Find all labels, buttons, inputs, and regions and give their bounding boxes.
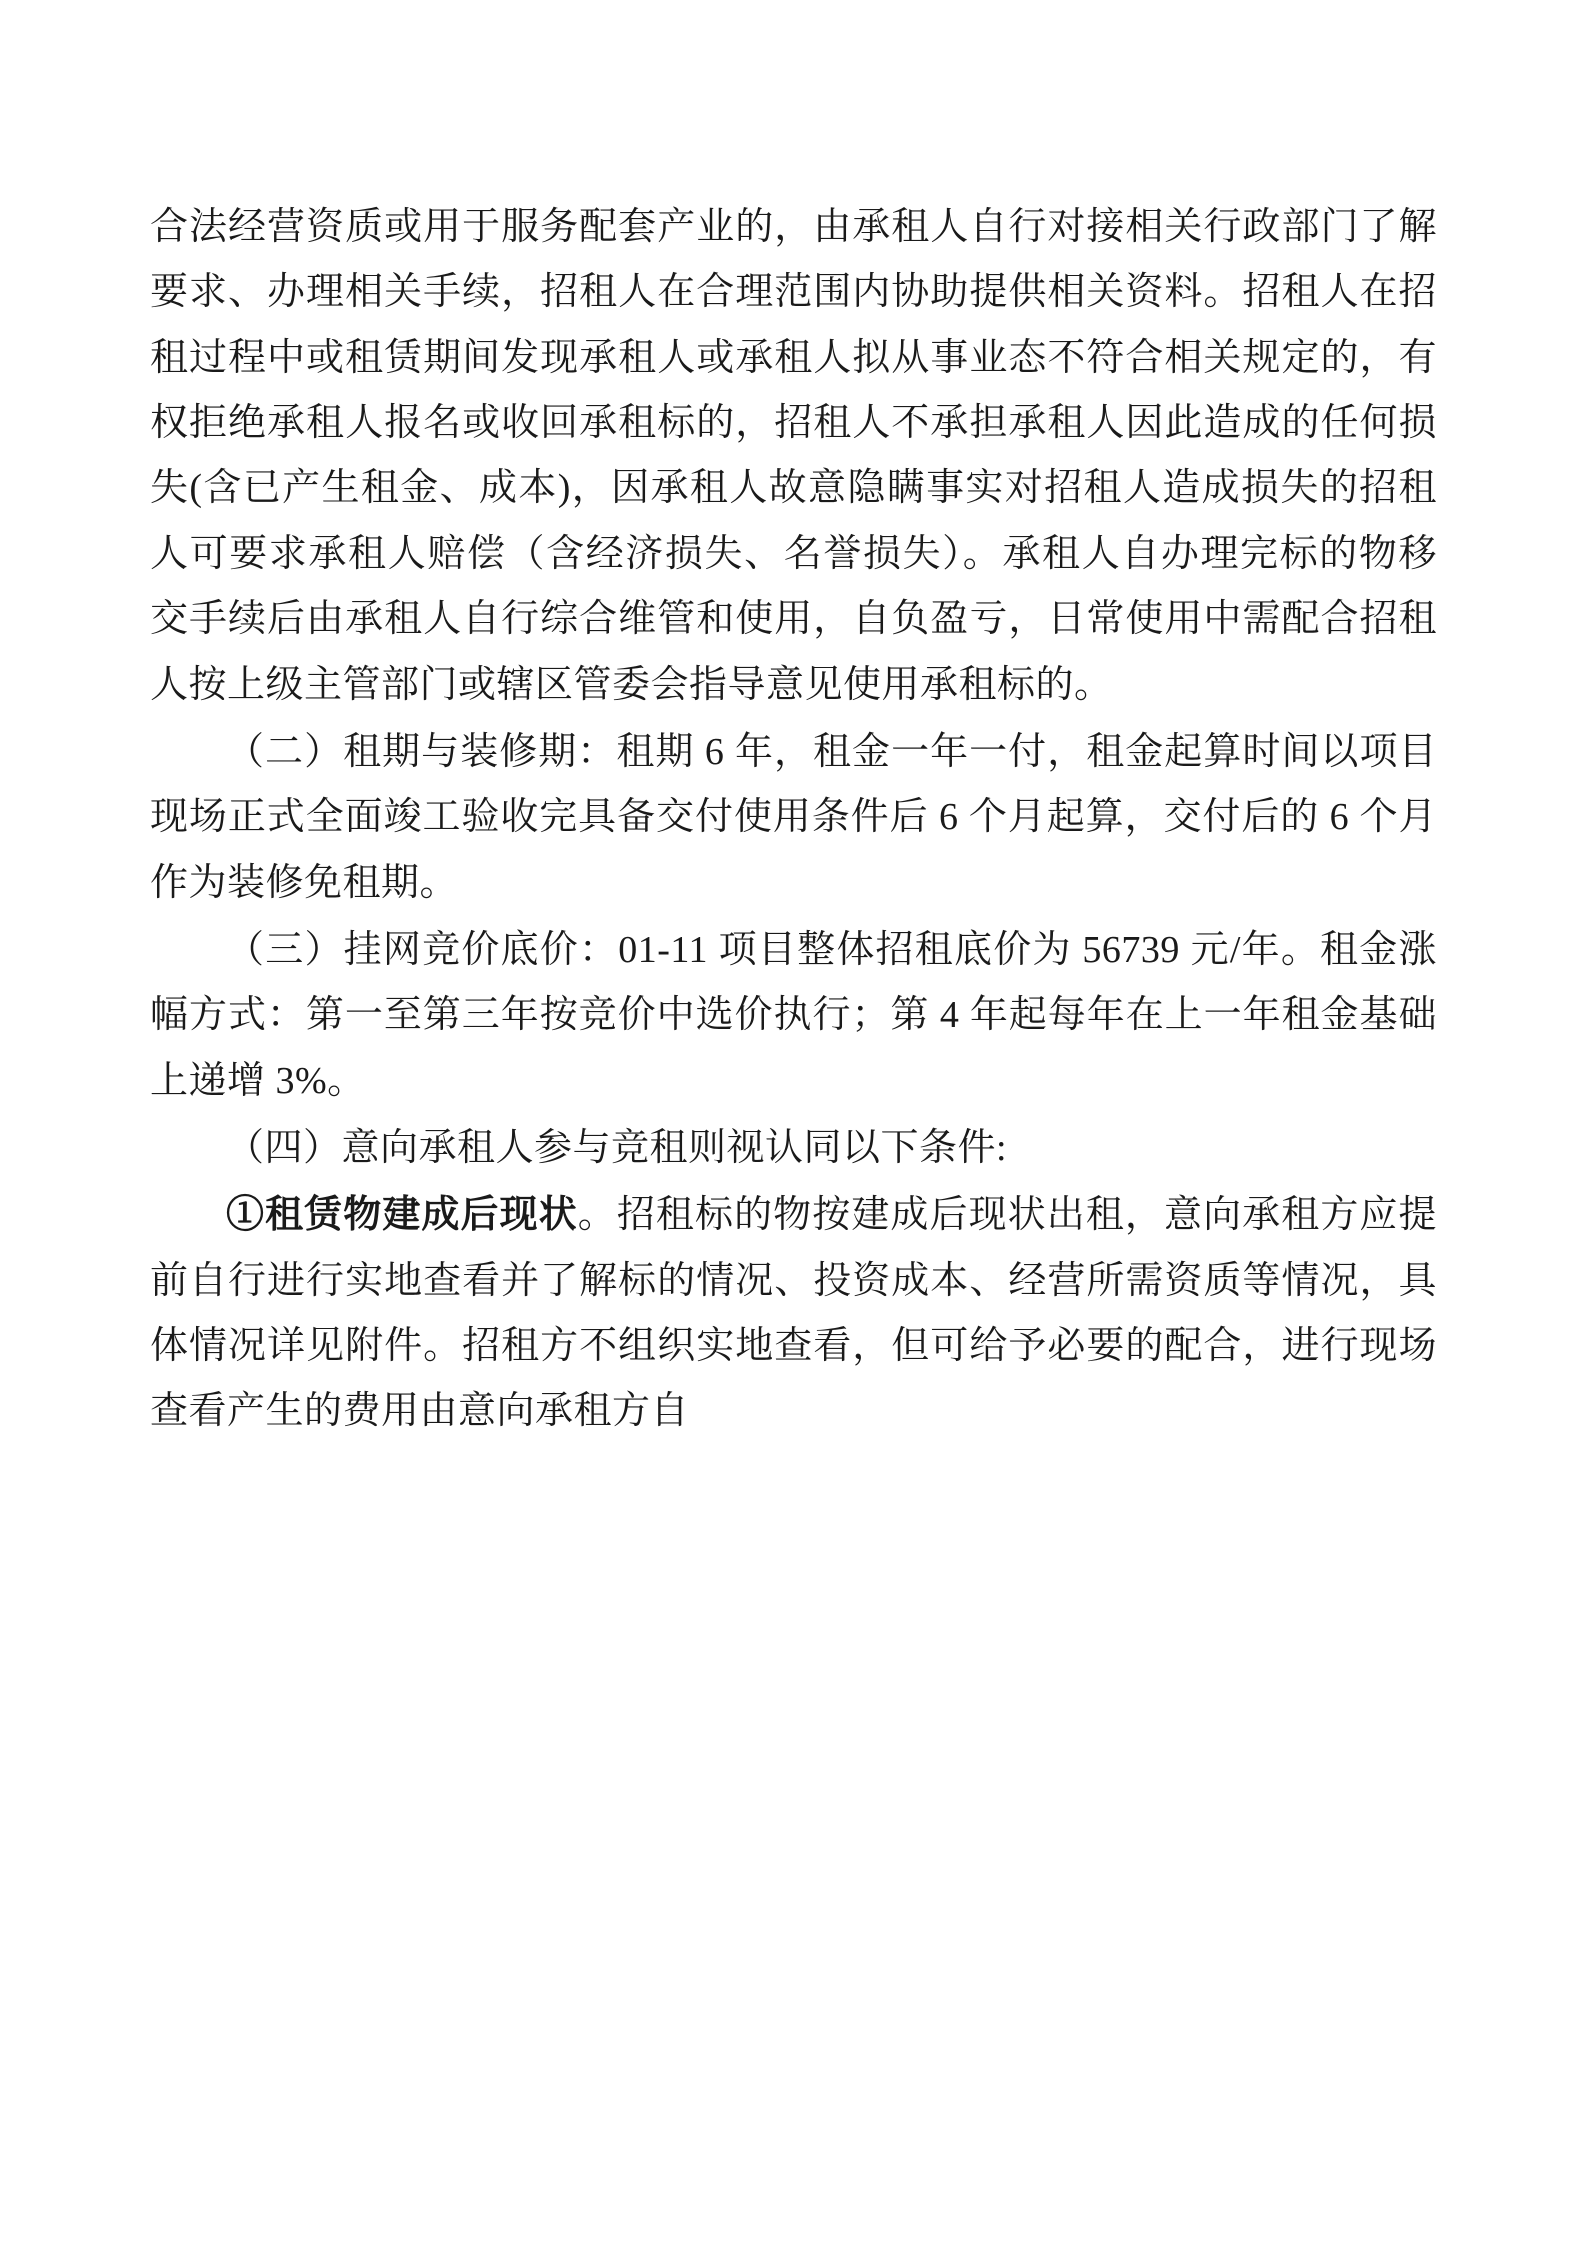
paragraph-item-3 [150,918,1437,1114]
paragraph-item-4 [150,1116,1437,1181]
paragraph-text: （二）租期与装修期：租期 6 年，租金一年一付，租金起算时间以项目现场正式全面竣工验收完具备交付使用条件后 6 个月起算，交付后的 6 个月作为装修免租期。 [150,730,1437,904]
paragraph-item-4-1 [150,1183,1437,1444]
document-body [150,195,1437,1445]
paragraph-text-bold: ①租赁物建成后现状 [226,1194,578,1237]
paragraph-continuation [150,195,1437,718]
paragraph-text: （四）意向承租人参与竞租则视认同以下条件: [226,1127,1008,1170]
paragraph-text: 。招租标的物按建成后现状出租，意向承租方应提前自行进行实地查看并了解标的情况、投资成本、经营所需资质等情况，具体情况详见附件。招租方不组织实地查看，但可给予必要的配合，进行现场查看产生的费用由意向承租方自 [150,1194,1437,1433]
paragraph-text: 合法经营资质或用于服务配套产业的，由承租人自行对接相关行政部门了解要求、办理相关手续，招租人在合理范围内协助提供相关资料。招租人在招租过程中或租赁期间发现承租人或承租人拟从事业态不符合相关规定的，有权拒绝承租人报名或收回承租标的，招租人不承担承租人因此造成的任何损失(含已产生租金、成本)，因承租人故意隐瞒事实对招租人造成损失的招租人可要求承租人赔偿（含经济损失、名誉损失）。承租人自办理完标的物移交手续后由承租人自行综合维管和使用，自负盈亏，日常使用中需配合招租人按上级主管部门或辖区管委会指导意见使用承租标的。 [150,206,1437,706]
paragraph-item-2 [150,720,1437,916]
paragraph-text: （三）挂网竞价底价：01-11 项目整体招租底价为 56739 元/年。租金涨幅方式：第一至第三年按竞价中选价执行；第 4 年起每年在上一年租金基础上递增 3%。 [150,928,1437,1102]
